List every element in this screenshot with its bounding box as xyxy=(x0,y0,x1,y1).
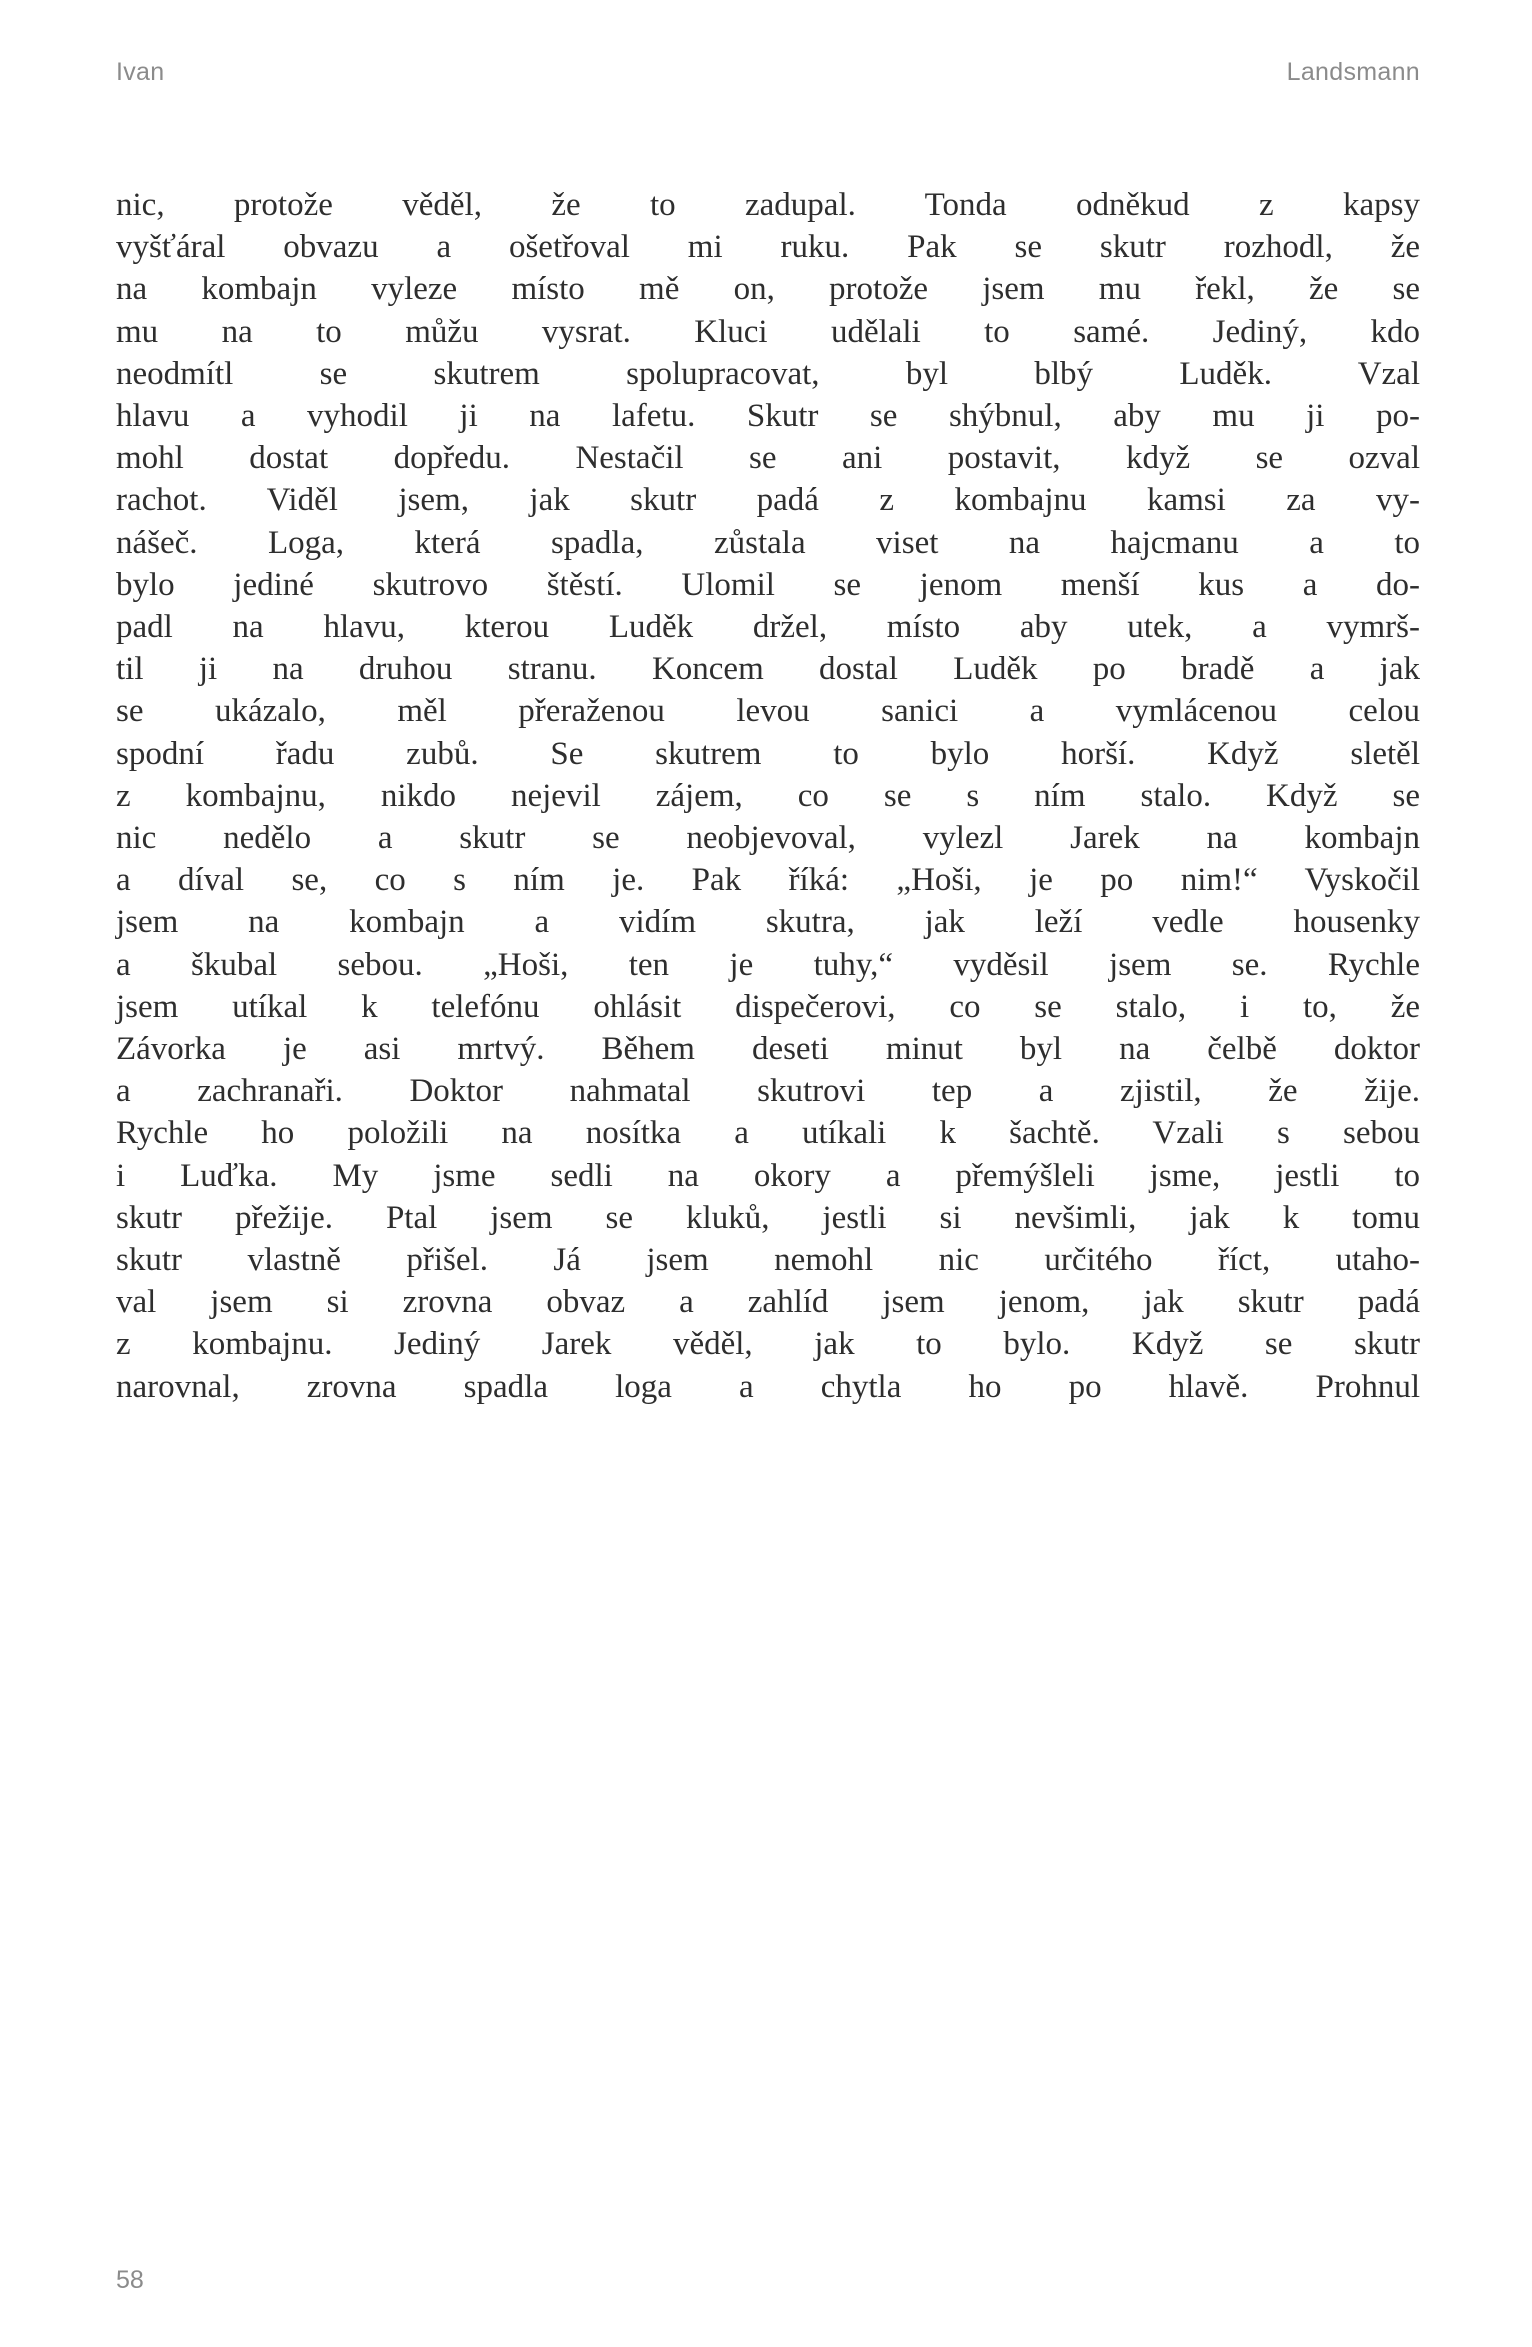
body-text xyxy=(116,184,1420,1408)
text-line: jsem na kombajn a vidím skutra, jak leží vedle housenky xyxy=(116,904,1420,941)
text-line: val jsem si zrovna obvaz a zahlíd jsem jenom, jak skutr padá xyxy=(116,1284,1420,1321)
text-line: rachot. Viděl jsem, jak skutr padá z kombajnu kamsi za vy- xyxy=(116,482,1420,519)
text-line: narovnal, zrovna spadla loga a chytla ho po hlavě. Prohnul xyxy=(116,1368,1420,1405)
text-line: jsem utíkal k telefónu ohlásit dispečerovi, co se stalo, i to, že xyxy=(116,988,1420,1025)
text-line: bylo jediné skutrovo štěstí. Ulomil se jenom menší kus a do- xyxy=(116,566,1420,603)
text-line: a zachranaři. Doktor nahmatal skutrovi tep a zjistil, že žije. xyxy=(116,1073,1420,1110)
text-line: til ji na druhou stranu. Koncem dostal Luděk po bradě a jak xyxy=(116,651,1420,688)
text-line: vyšťáral obvazu a ošetřoval mi ruku. Pak se skutr rozhodl, že xyxy=(116,229,1420,266)
running-header xyxy=(116,58,1420,87)
text-line: skutr přežije. Ptal jsem se kluků, jestli si nevšimli, jak k tomu xyxy=(116,1199,1420,1236)
text-line: nic, protože věděl, že to zadupal. Tonda odněkud z kapsy xyxy=(116,187,1420,223)
text-line: Závorka je asi mrtvý. Během deseti minut byl na čelbě doktor xyxy=(116,1031,1420,1068)
text-line: a díval se, co s ním je. Pak říká: „Hoši, je po nim!“ Vyskočil xyxy=(116,862,1420,899)
page-number: 58 xyxy=(116,2266,144,2294)
text-line: padl na hlavu, kterou Luděk držel, místo aby utek, a vymrš- xyxy=(116,609,1420,646)
text-line: mohl dostat dopředu. Nestačil se ani postavit, když se ozval xyxy=(116,440,1420,477)
text-line: skutr vlastně přišel. Já jsem nemohl nic určitého říct, utaho- xyxy=(116,1242,1420,1279)
text-line: a škubal sebou. „Hoši, ten je tuhy,“ vyděsil jsem se. Rychle xyxy=(116,946,1420,983)
text-line: se ukázalo, měl přeraženou levou sanici a vymlácenou celou xyxy=(116,693,1420,730)
header-author-name: Ivan xyxy=(116,58,165,86)
text-line: i Luďka. My jsme sedli na okory a přemýšleli jsme, jestli to xyxy=(116,1157,1420,1194)
text-line: z kombajnu, nikdo nejevil zájem, co se s ním stalo. Když se xyxy=(116,777,1420,814)
text-line: Rychle ho položili na nosítka a utíkali k šachtě. Vzali s sebou xyxy=(116,1115,1420,1152)
page-footer xyxy=(116,2266,144,2295)
text-line: nášeč. Loga, která spadla, zůstala viset na hajcmanu a to xyxy=(116,524,1420,561)
text-line: hlavu a vyhodil ji na lafetu. Skutr se shýbnul, aby mu ji po- xyxy=(116,398,1420,435)
text-line: na kombajn vyleze místo mě on, protože jsem mu řekl, že se xyxy=(116,271,1420,308)
text-line: z kombajnu. Jediný Jarek věděl, jak to bylo. Když se skutr xyxy=(116,1326,1420,1363)
text-line: neodmítl se skutrem spolupracovat, byl blbý Luděk. Vzal xyxy=(116,355,1420,392)
text-line: mu na to můžu vysrat. Kluci udělali to samé. Jediný, kdo xyxy=(116,313,1420,350)
header-author-surname: Landsmann xyxy=(1286,58,1420,86)
text-line: nic nedělo a skutr se neobjevoval, vylezl Jarek na kombajn xyxy=(116,820,1420,857)
text-line: spodní řadu zubů. Se skutrem to bylo horší. Když sletěl xyxy=(116,735,1420,772)
